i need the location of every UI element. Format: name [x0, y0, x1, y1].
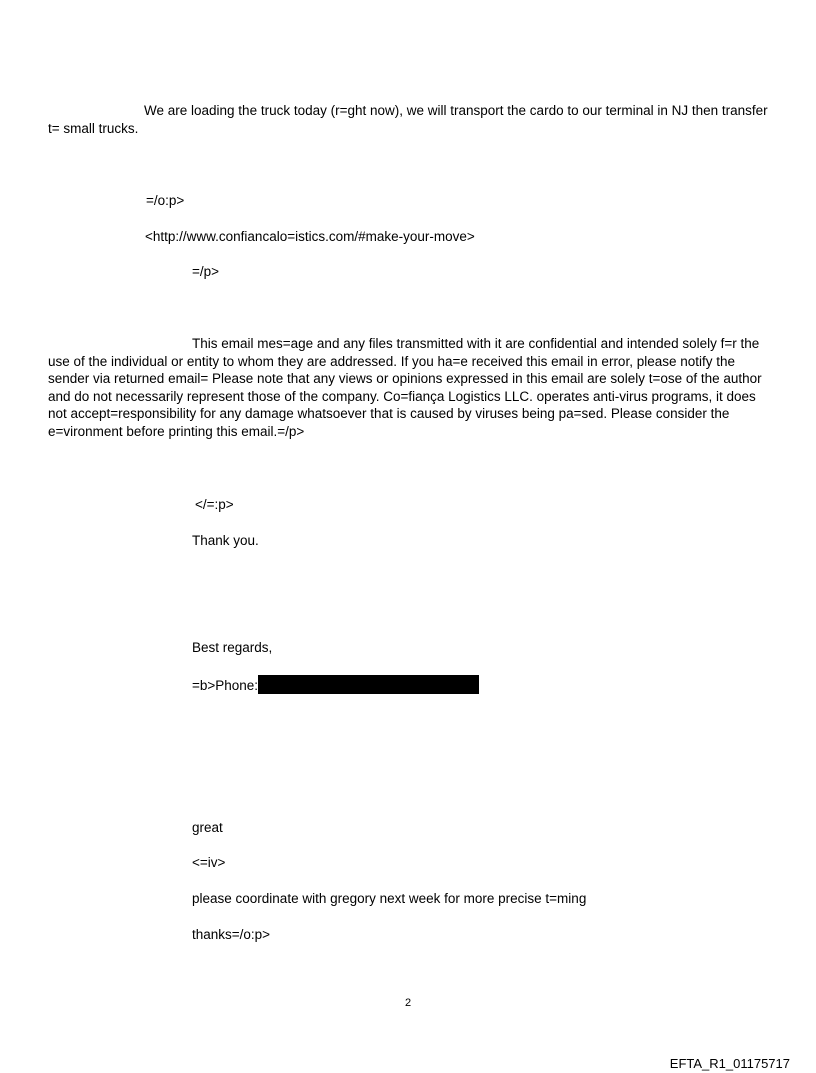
phone-line	[192, 675, 479, 695]
disclaimer-paragraph: This email mes=age and any files transmitted with it are confidential and intended solely f=r the use of the individual or entity to whom they are addressed. If you ha=e received this email in error, please notify the sender via returned email= Please note that any views or opinions expressed in this email are solely t=ose of the author and do not necessarily represent those of the company. Co=fiança Logistics LLC. operates anti-virus programs, it does not accept=responsibility for any damage whatsoever that is caused by viruses being pa=sed. Please consider the e=vironment before printing this email.=/p>	[48, 336, 762, 439]
redaction-bar	[258, 675, 479, 694]
thanks-closing-line: thanks=/o:p>	[192, 927, 271, 942]
phone-label: =b>Phone:	[192, 678, 259, 693]
markup-fragment-div: <=iv>	[192, 855, 226, 870]
thank-you-line: Thank you.	[192, 533, 259, 548]
coordinate-line: please coordinate with gregory next week for more precise t=ming	[192, 891, 587, 906]
paragraph-loading-truck: We are loading the truck today (r=ght now), we will transport the cardo to our terminal in NJ then transfer t= small trucks.	[48, 103, 768, 136]
page-number: 2	[404, 997, 412, 1009]
best-regards-line: Best regards,	[192, 640, 273, 655]
markup-fragment-close-p: </=:p>	[195, 497, 234, 512]
markup-fragment-op: =/o:p>	[146, 193, 185, 208]
great-line: great	[192, 820, 223, 835]
markup-fragment-p: =/p>	[192, 264, 220, 279]
document-id: EFTA_R1_01175717	[669, 1056, 790, 1071]
website-link-text: <http://www.confiancalo=istics.com/#make-your-move>	[145, 229, 475, 244]
